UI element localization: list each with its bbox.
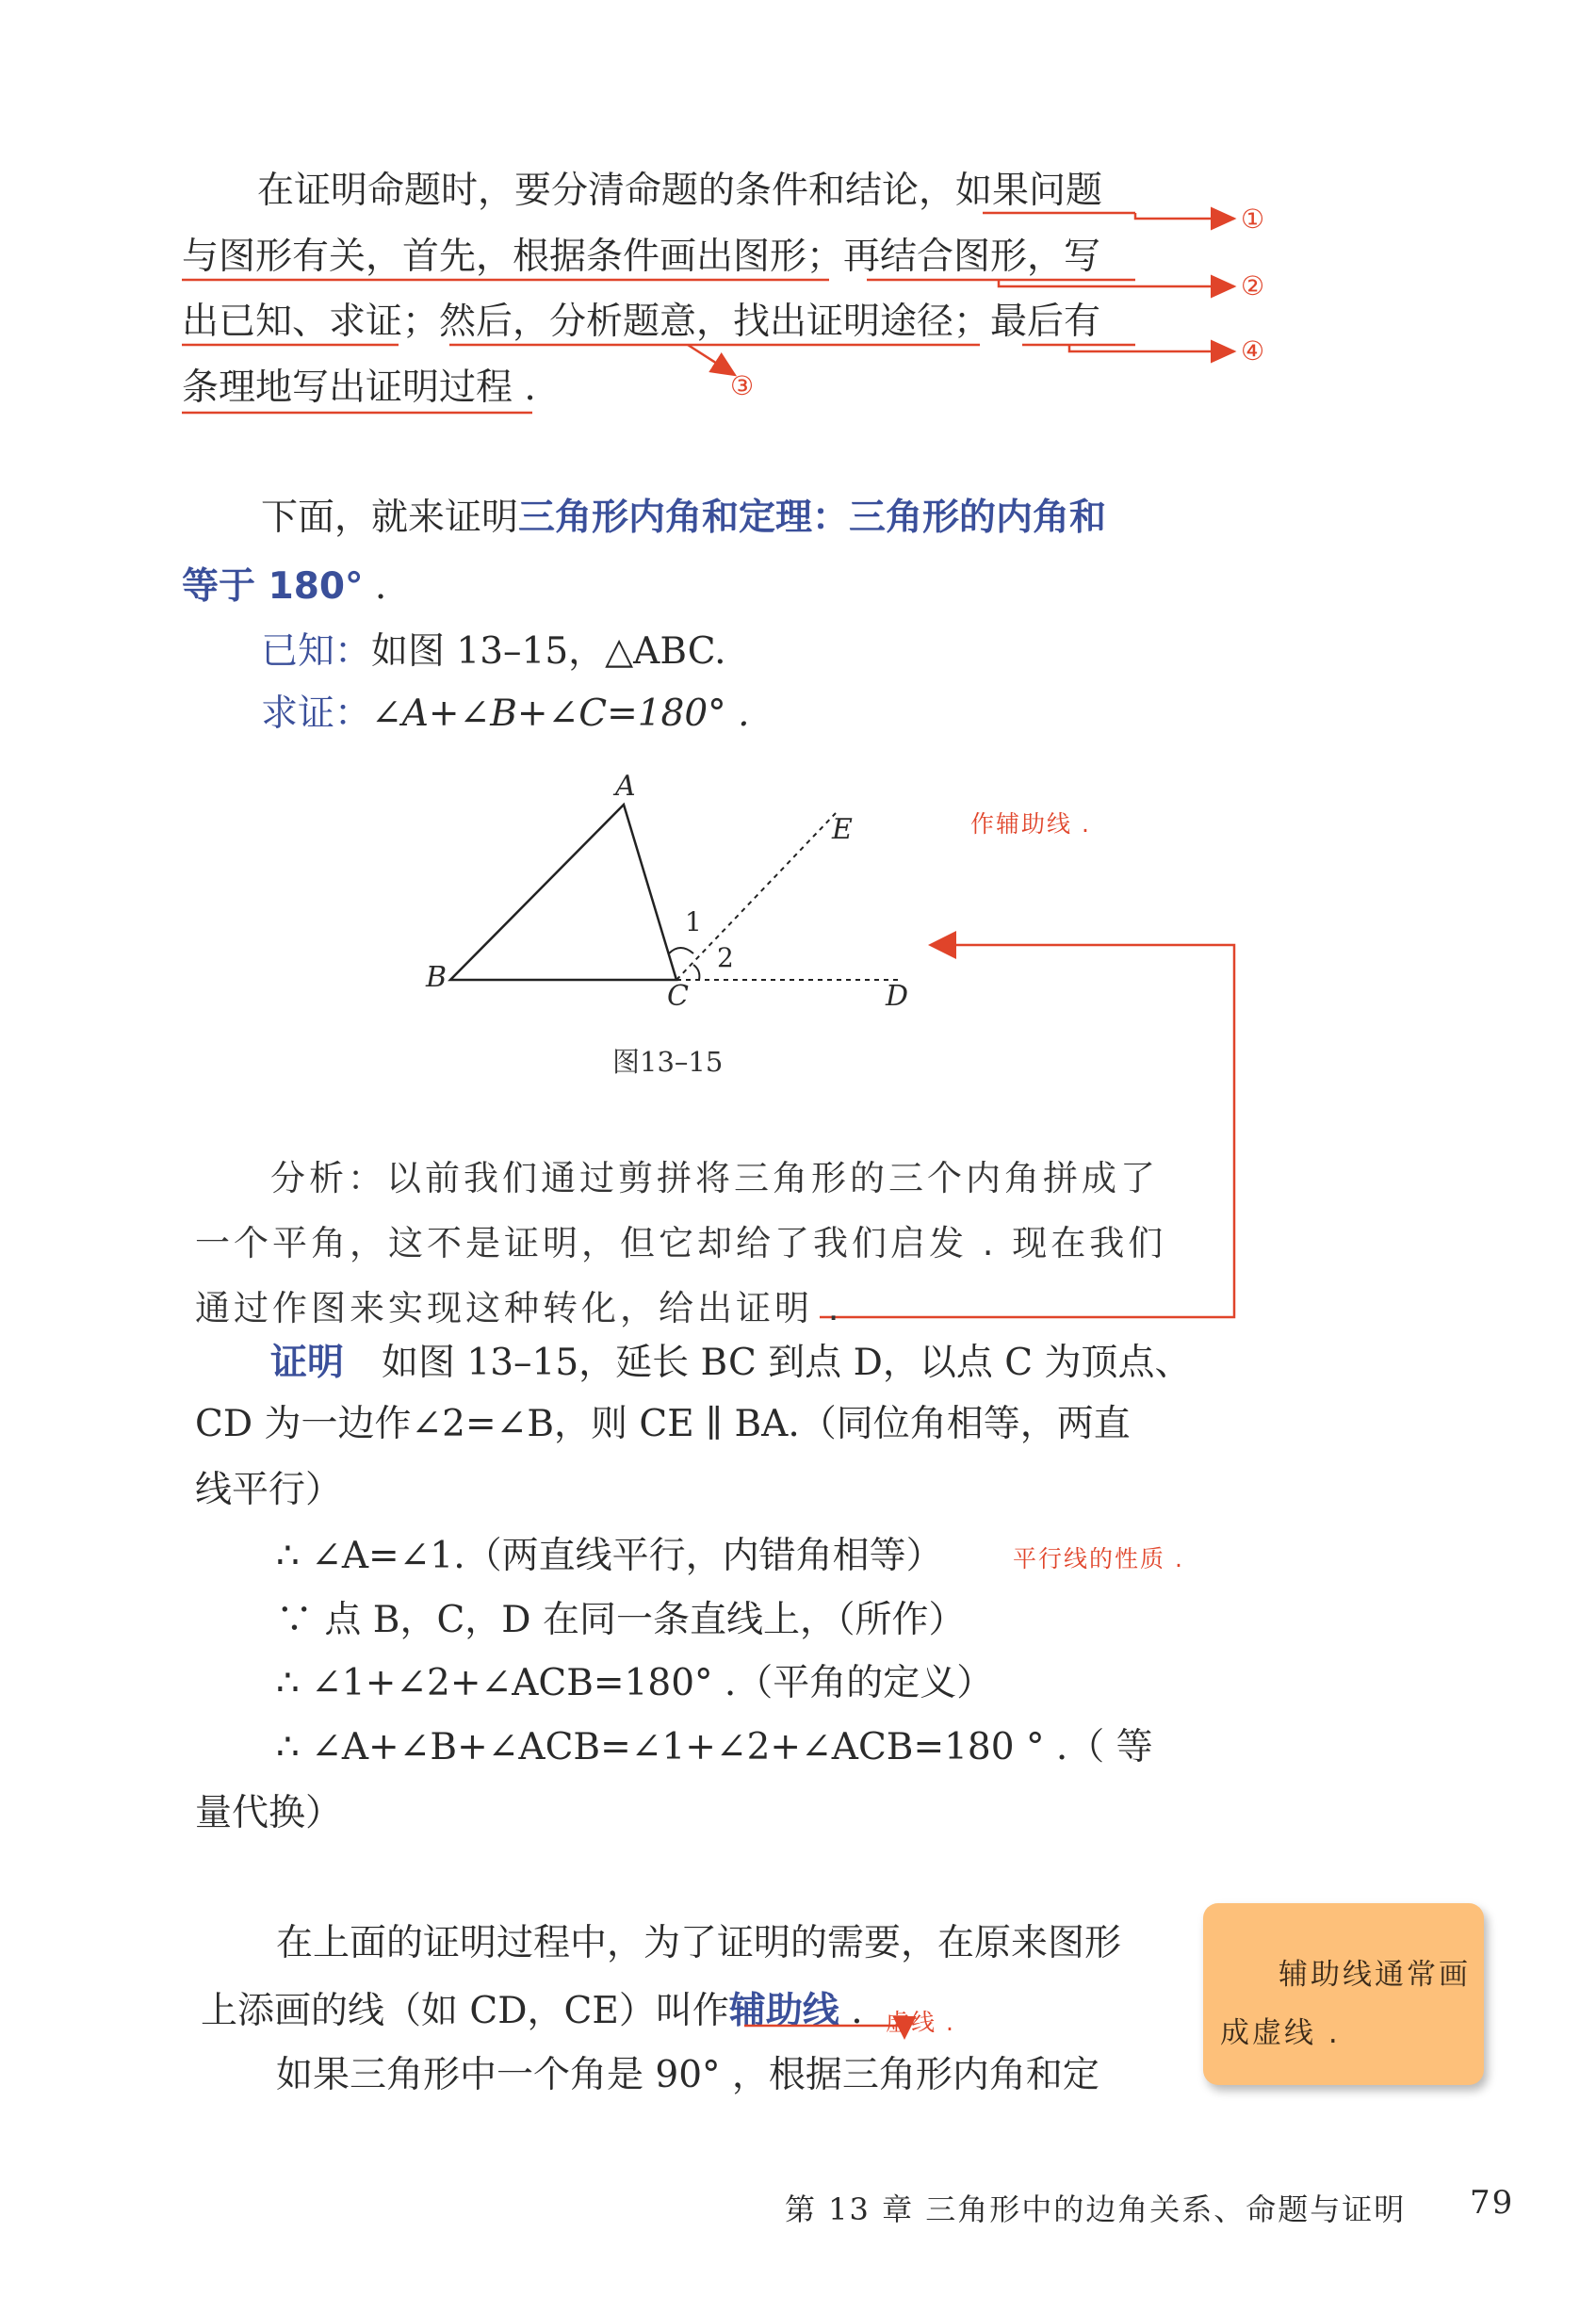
sticky-note	[1203, 1903, 1484, 2085]
marker-2: ②	[1241, 270, 1265, 301]
figure-caption: 图13–15	[612, 1046, 724, 1078]
sticky-line-1: 辅助线通常画	[1278, 1958, 1471, 1992]
figure-note: 作辅助线 .	[970, 810, 1091, 838]
intro-highlight-4b: 条理地写出证明过程 .	[182, 367, 536, 409]
dashed-line-ce	[676, 813, 836, 980]
prove-text: ∠A+∠B+∠C=180° .	[371, 692, 750, 735]
page-number: 79	[1470, 2184, 1515, 2222]
intro-highlight-2b: 出已知、求证；	[182, 301, 440, 343]
intro-highlight-4: 最后有	[990, 301, 1101, 343]
proof-step-2: ∵ 点 B，C，D 在同一条直线上，（所作）	[276, 1599, 966, 1641]
closing-note: 虚线 .	[886, 2009, 955, 2036]
label-angle-2: 2	[717, 942, 734, 973]
term-auxiliary-line: 辅助线	[728, 1990, 839, 2032]
closing-text-2: 上添画的线（如 CD，CE）叫作	[201, 1990, 729, 2032]
label-angle-1: 1	[685, 906, 702, 937]
proof-step-4: ∴ ∠A+∠B+∠ACB=∠1+∠2+∠ACB=180 ° .（ 等	[276, 1726, 1153, 1768]
proof-step-1-note: 平行线的性质 .	[1013, 1545, 1184, 1572]
intro-highlight-1b: 与图形有关，首先，根据条件画出图形；	[182, 236, 844, 278]
label-c: C	[667, 980, 689, 1013]
given-text: 如图 13–15，△ABC.	[371, 630, 726, 673]
theorem-end: .	[363, 565, 387, 608]
triangle-abc	[450, 805, 676, 980]
intro-text: 在证明命题时，要分清命题的条件和结论，	[257, 170, 956, 212]
prove-label: 求证：	[261, 692, 372, 735]
analysis-line-1: 分析：以前我们通过剪拼将三角形的三个内角拼成了	[270, 1158, 1159, 1198]
analysis-line-3: 通过作图来实现这种转化，给出证明 .	[195, 1288, 843, 1328]
angle-1-arc	[669, 948, 693, 953]
theorem-statement: 三角形内角和定理：三角形的内角和	[518, 497, 1107, 539]
theorem-statement-2: 等于 180°	[182, 565, 364, 608]
marker-1: ①	[1241, 204, 1265, 235]
proof-step-3: ∴ ∠1+∠2+∠ACB=180° .（平角的定义）	[276, 1662, 994, 1704]
proof-line-2: CD 为一边作∠2=∠B，则 CE ∥ BA.（同位角相等，两直	[195, 1403, 1131, 1445]
closing-end: .	[839, 1990, 863, 2032]
given-label: 已知：	[261, 630, 372, 673]
label-b: B	[426, 961, 448, 994]
proof-label: 证明	[270, 1342, 345, 1384]
proof-step-4b: 量代换）	[195, 1792, 343, 1834]
label-a: A	[615, 770, 636, 803]
intro-highlight-3: 然后，分析题意，找出证明途径；	[439, 301, 991, 343]
closing-line-3: 如果三角形中一个角是 90° ，根据三角形内角和定	[276, 2054, 1099, 2096]
closing-arrow	[744, 2026, 904, 2035]
closing-line-1: 在上面的证明过程中，为了证明的需要，在原来图形	[276, 1922, 1122, 1964]
proof-text-1: 如图 13–15，延长 BC 到点 D，以点 C 为顶点、	[382, 1342, 1192, 1384]
label-d: D	[886, 980, 909, 1013]
proof-line-1	[270, 1342, 1192, 1384]
intro-highlight-2: 再结合图形，写	[843, 236, 1101, 278]
label-e: E	[832, 813, 853, 846]
theorem-prefix: 下面，就来证明	[261, 497, 519, 539]
proof-line-3: 线平行）	[195, 1469, 343, 1511]
sticky-line-2: 成虚线 .	[1220, 2016, 1341, 2050]
proof-step-1: ∴ ∠A=∠1.（两直线平行，内错角相等）	[276, 1535, 943, 1577]
analysis-line-2: 一个平角，这不是证明，但它却给了我们启发 . 现在我们	[195, 1223, 1167, 1263]
intro-highlight-1: 如果问题	[955, 170, 1103, 212]
footer-chapter: 第 13 章 三角形中的边角关系、命题与证明	[785, 2191, 1407, 2227]
angle-2-arc	[693, 965, 699, 980]
marker-3: ③	[730, 370, 755, 401]
marker-4: ④	[1241, 335, 1265, 367]
